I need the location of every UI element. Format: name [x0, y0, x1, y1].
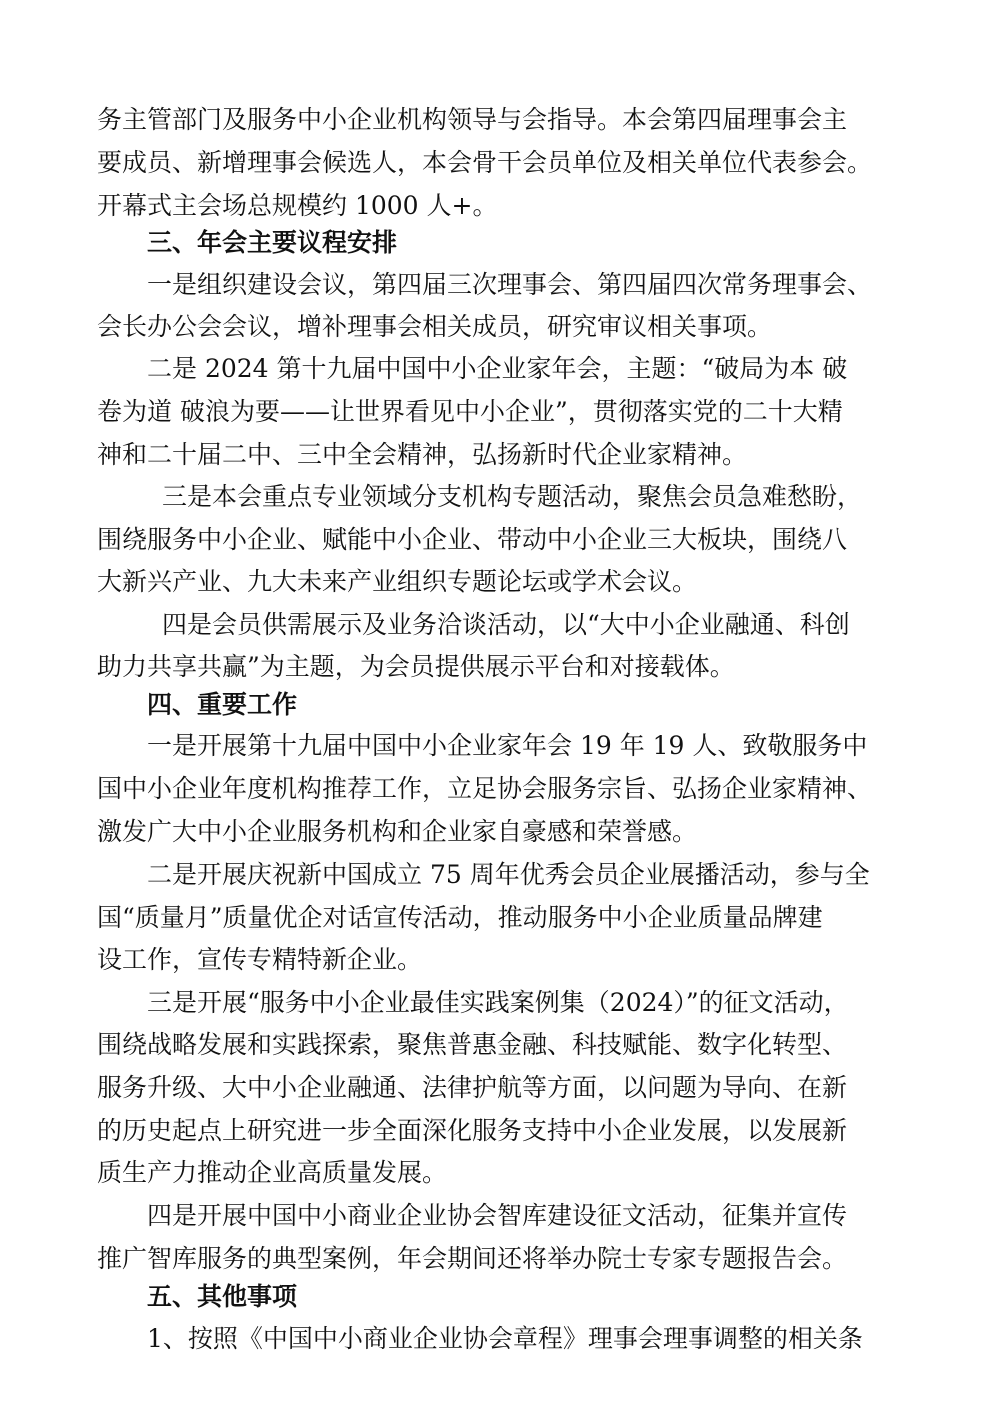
text-line: 一是开展第十九届中国中小企业家年会 19 年 19 人、致敬服务中: [147, 731, 868, 760]
text-line: 大新兴产业、九大未来产业组织专题论坛或学术会议。: [97, 567, 698, 596]
section-heading: 三、年会主要议程安排: [147, 228, 398, 257]
text-line: 会长办公会会议，增补理事会相关成员，研究审议相关事项。: [97, 312, 773, 341]
text-line: 1、按照《中国中小商业企业协会章程》理事会理事调整的相关条: [147, 1324, 863, 1353]
text-line: 质生产力推动企业高质量发展。: [97, 1158, 448, 1187]
text-line: 三是开展“服务中小企业最佳实践案例集（2024）”的征文活动，: [147, 988, 849, 1017]
text-line: 一是组织建设会议，第四届三次理事会、第四届四次常务理事会、: [147, 270, 873, 299]
text-line: 三是本会重点专业领域分支机构专题活动，聚焦会员急难愁盼，: [162, 482, 863, 511]
section-heading: 四、重要工作: [147, 690, 298, 719]
text-line: 服务升级、大中小企业融通、法律护航等方面，以问题为导向、在新: [97, 1073, 848, 1102]
text-line: 推广智库服务的典型案例，年会期间还将举办院士专家专题报告会。: [97, 1244, 848, 1273]
section-heading: 五、其他事项: [147, 1282, 298, 1311]
text-line: 国中小企业年度机构推荐工作，立足协会服务宗旨、弘扬企业家精神、: [97, 774, 873, 803]
text-line: 四是会员供需展示及业务洽谈活动，以“大中小企业融通、科创: [162, 610, 850, 639]
text-line: 卷为道 破浪为要——让世界看见中小企业”，贯彻落实党的二十大精: [97, 397, 843, 426]
text-line: 设工作，宣传专精特新企业。: [97, 945, 423, 974]
text-line: 的历史起点上研究进一步全面深化服务支持中小企业发展，以发展新: [97, 1116, 848, 1145]
text-line: 神和二十届二中、三中全会精神，弘扬新时代企业家精神。: [97, 440, 748, 469]
text-line: 要成员、新增理事会候选人，本会骨干会员单位及相关单位代表参会。: [97, 148, 873, 177]
text-line: 围绕战略发展和实践探索，聚焦普惠金融、科技赋能、数字化转型、: [97, 1030, 848, 1059]
text-line: 四是开展中国中小商业企业协会智库建设征文活动，征集并宣传: [147, 1201, 848, 1230]
text-line: 国“质量月”质量优企对话宣传活动，推动服务中小企业质量品牌建: [97, 903, 823, 932]
text-line: 激发广大中小企业服务机构和企业家自豪感和荣誉感。: [97, 817, 698, 846]
text-line: 助力共享共赢”为主题，为会员提供展示平台和对接载体。: [97, 652, 735, 681]
text-line: 开幕式主会场总规模约 1000 人+。: [97, 191, 498, 220]
text-line: 围绕服务中小企业、赋能中小企业、带动中小企业三大板块，围绕八: [97, 525, 848, 554]
text-line: 二是开展庆祝新中国成立 75 周年优秀会员企业展播活动，参与全: [147, 860, 870, 889]
text-line: 务主管部门及服务中小企业机构领导与会指导。本会第四届理事会主: [97, 105, 848, 134]
text-line: 二是 2024 第十九届中国中小企业家年会，主题：“破局为本 破: [147, 354, 848, 383]
